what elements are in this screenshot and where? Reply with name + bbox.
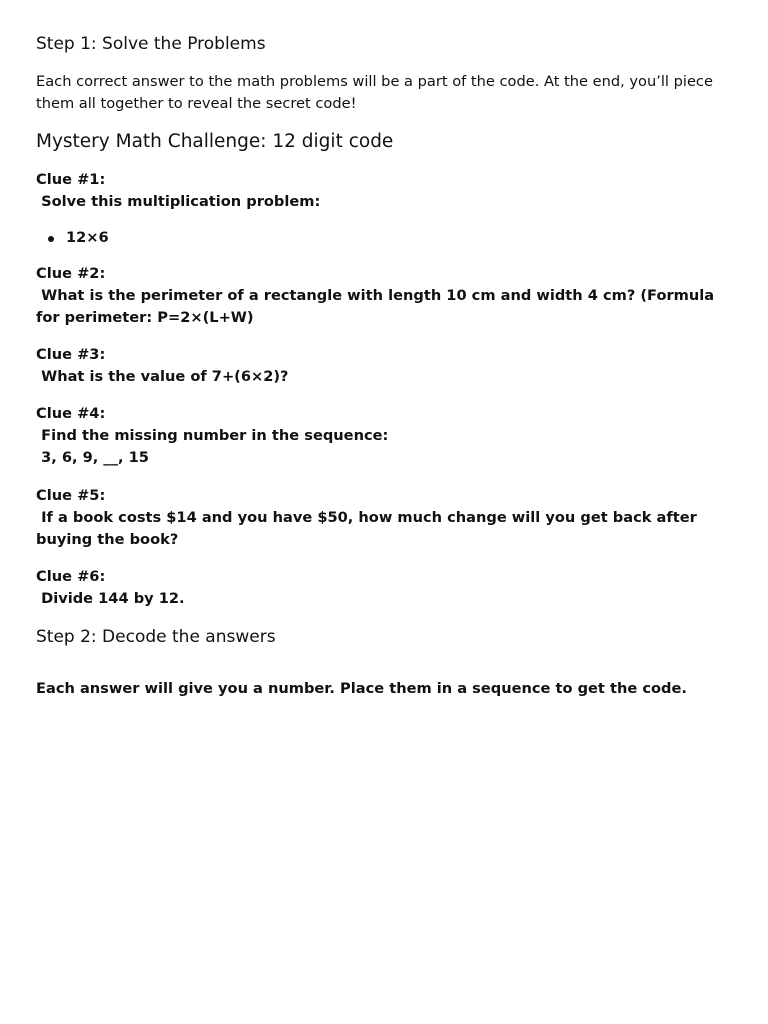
clue-3 (36, 344, 736, 388)
clue-2 (36, 263, 736, 329)
clue-2-label: Clue #2: (36, 265, 106, 282)
clue-4-text: Find the missing number in the sequence: (36, 427, 389, 444)
clue-4-label: Clue #4: (36, 405, 106, 422)
clue-1 (36, 169, 736, 213)
clue-6 (36, 566, 736, 610)
step1-intro: Each correct answer to the math problems will be a part of the code. At the end, you’ll piece them all together to reveal the secret code! (36, 73, 713, 112)
clue-6-label: Clue #6: (36, 568, 106, 585)
step1-heading: Step 1: Solve the Problems (36, 34, 266, 54)
clue-1-bullet-text: 12×6 (66, 229, 109, 246)
step2-heading: Step 2: Decode the answers (36, 627, 276, 647)
clue-5 (36, 485, 736, 551)
clue-5-label: Clue #5: (36, 487, 106, 504)
challenge-heading: Mystery Math Challenge: 12 digit code (36, 131, 394, 152)
clue-5-text: If a book costs $14 and you have $50, how much change will you get back after buying the book? (36, 509, 702, 548)
clue-2-text: What is the perimeter of a rectangle with length 10 cm and width 4 cm? (Formula for perimeter: P=2×(L+W) (36, 287, 720, 326)
clue-4 (36, 403, 736, 469)
clue-1-label: Clue #1: (36, 171, 106, 188)
clue-4-sequence: 3, 6, 9, __, 15 (36, 449, 149, 466)
step2-text: Each answer will give you a number. Place them in a sequence to get the code. (36, 679, 687, 697)
clue-3-text: What is the value of 7+(6×2)? (36, 368, 289, 385)
clue-1-text: Solve this multiplication problem: (36, 193, 321, 210)
clue-6-text: Divide 144 by 12. (36, 590, 185, 607)
clue-3-label: Clue #3: (36, 346, 106, 363)
bullet-icon (48, 236, 54, 242)
